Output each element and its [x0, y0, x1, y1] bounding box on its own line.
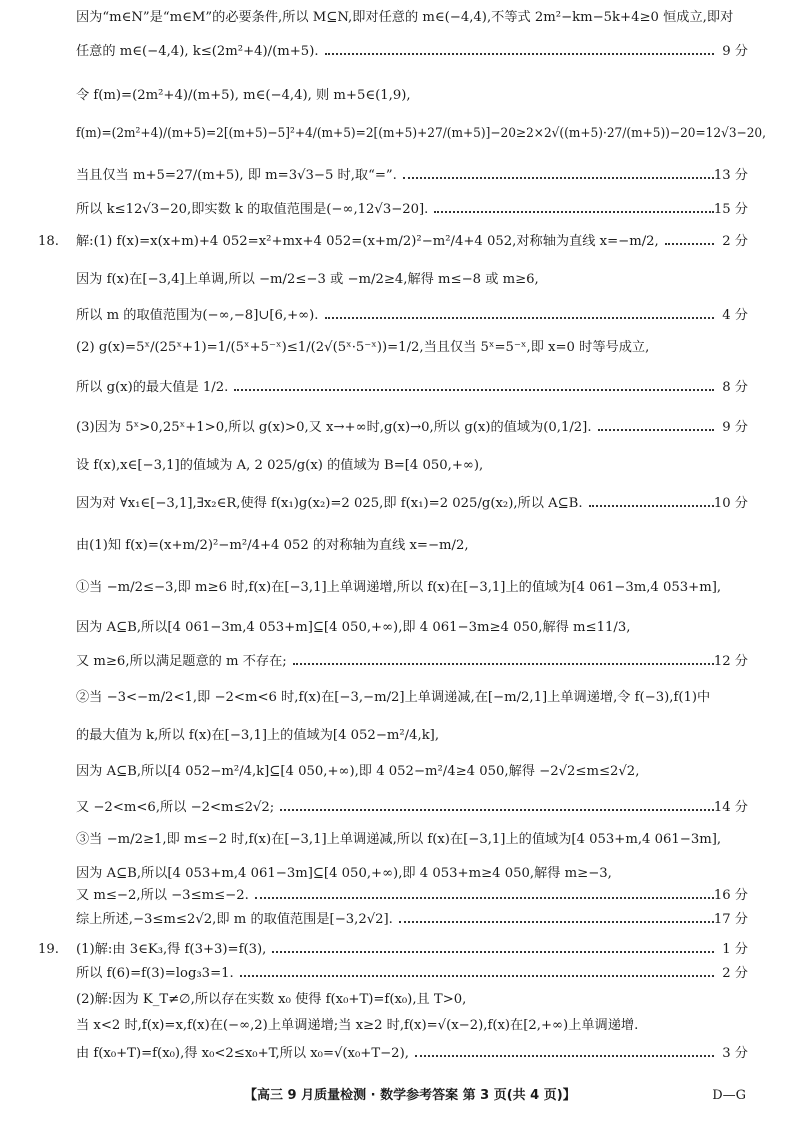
dot-leader: [403, 177, 714, 179]
line-text: f(m)=(2m²+4)/(m+5)=2[(m+5)−5]²+4/(m+5)=2[(m+5)+27/(m+5)]−20≥2×2√((m+5)·27/(m+5))−20=12√3−20,: [76, 126, 766, 141]
line-text: 解:(1) f(x)=x(x+m)+4 052=x²+mx+4 052=(x+m/2)²−m²/4+4 052,对称轴为直线 x=−m/2,: [76, 234, 659, 249]
score-mark: 9 分: [722, 420, 748, 435]
line-text: 因为 f(x)在[−3,4]上单调,所以 −m/2≤−3 或 −m/2≥4,解得 m≤−8 或 m≥6,: [76, 272, 539, 287]
score-mark: 13 分: [713, 168, 748, 183]
line-text: 所以 f(6)=f(3)=log₃3=1.: [76, 966, 234, 981]
line-text: 由 f(x₀+T)=f(x₀),得 x₀<2≤x₀+T,所以 x₀=√(x₀+T−2),: [76, 1046, 409, 1061]
line-text: 综上所述,−3≤m≤2√2,即 m 的取值范围是[−3,2√2].: [76, 912, 393, 927]
line-text: 所以 m 的取值范围为(−∞,−8]∪[6,+∞).: [76, 308, 319, 323]
line-text: 当且仅当 m+5=27/(m+5), 即 m=3√3−5 时,取“=”.: [76, 168, 397, 183]
score-mark: 2 分: [722, 234, 748, 249]
line-text: 设 f(x),x∈[−3,1]的值域为 A, 2 025/g(x) 的值域为 B=[4 050,+∞),: [76, 458, 484, 473]
score-mark: 1 分: [722, 942, 748, 957]
line-text: (1)解:由 3∈K₃,得 f(3+3)=f(3),: [76, 942, 267, 957]
dot-leader: [399, 921, 714, 923]
score-mark: 12 分: [713, 654, 748, 669]
line-text: 任意的 m∈(−4,4), k≤(2m²+4)/(m+5).: [76, 44, 319, 59]
line-text: 所以 k≤12√3−20,即实数 k 的取值范围是(−∞,12√3−20].: [76, 202, 429, 217]
line-text: 因为 A⊆B,所以[4 061−3m,4 053+m]⊆[4 050,+∞),即 4 061−3m≥4 050,解得 m≤11/3,: [76, 620, 631, 635]
dot-leader: [325, 317, 715, 319]
line-text: ③当 −m/2≥1,即 m≤−2 时,f(x)在[−3,1]上单调递减,所以 f(x)在[−3,1]上的值域为[4 053+m,4 061−3m],: [76, 832, 722, 847]
score-mark: 15 分: [713, 202, 748, 217]
line-text: ①当 −m/2≤−3,即 m≥6 时,f(x)在[−3,1]上单调递增,所以 f(x)在[−3,1]上的值域为[4 061−3m,4 053+m],: [76, 580, 722, 595]
score-mark: 3 分: [722, 1046, 748, 1061]
footer-code: D—G: [712, 1088, 746, 1103]
line-text: (2) g(x)=5ˣ/(25ˣ+1)=1/(5ˣ+5⁻ˣ)≤1/(2√(5ˣ·5⁻ˣ))=1/2,当且仅当 5ˣ=5⁻ˣ,即 x=0 时等号成立,: [76, 340, 650, 355]
line-text: 由(1)知 f(x)=(x+m/2)²−m²/4+4 052 的对称轴为直线 x=−m/2,: [76, 538, 469, 553]
dot-leader: [280, 809, 714, 811]
line-text: 令 f(m)=(2m²+4)/(m+5), m∈(−4,4), 则 m+5∈(1,9),: [76, 88, 411, 103]
dot-leader: [434, 211, 714, 213]
line-text: 当 x<2 时,f(x)=x,f(x)在(−∞,2)上单调递增;当 x≥2 时,f(x)=√(x−2),f(x)在[2,+∞)上单调递增.: [76, 1018, 639, 1033]
dot-leader: [665, 243, 714, 245]
score-mark: 8 分: [722, 380, 748, 395]
line-text: 的最大值为 k,所以 f(x)在[−3,1]上的值域为[4 052−m²/4,k],: [76, 728, 440, 743]
line-text: 因为“m∈N”是“m∈M”的必要条件,所以 M⊆N,即对任意的 m∈(−4,4),不等式 2m²−km−5k+4≥0 恒成立,即对: [76, 10, 734, 25]
dot-leader: [240, 975, 714, 977]
score-mark: 16 分: [713, 888, 748, 903]
question-number: 18.: [38, 234, 59, 249]
line-text: ②当 −3<−m/2<1,即 −2<m<6 时,f(x)在[−3,−m/2]上单调递减,在[−m/2,1]上单调递增,令 f(−3),f(1)中: [76, 690, 711, 705]
question-number: 19.: [38, 942, 59, 957]
dot-leader: [272, 951, 714, 953]
score-mark: 9 分: [722, 44, 748, 59]
line-text: 又 m≤−2,所以 −3≤m≤−2.: [76, 888, 249, 903]
score-mark: 17 分: [713, 912, 748, 927]
score-mark: 14 分: [713, 800, 748, 815]
line-text: 因为 A⊆B,所以[4 052−m²/4,k]⊆[4 050,+∞),即 4 052−m²/4≥4 050,解得 −2√2≤m≤2√2,: [76, 764, 640, 779]
line-text: (2)解:因为 K_T≠∅,所以存在实数 x₀ 使得 f(x₀+T)=f(x₀),且 T>0,: [76, 992, 467, 1007]
dot-leader: [293, 663, 714, 665]
line-text: 又 −2<m<6,所以 −2<m≤2√2;: [76, 800, 275, 815]
line-text: 所以 g(x)的最大值是 1/2.: [76, 380, 229, 395]
line-text: 因为对 ∀x₁∈[−3,1],∃x₂∈R,使得 f(x₁)g(x₂)=2 025,即 f(x₁)=2 025/g(x₂),所以 A⊆B.: [76, 496, 583, 511]
score-mark: 2 分: [722, 966, 748, 981]
footer-title: 【高三 9 月质量检测 · 数学参考答案 第 3 页(共 4 页)】: [244, 1088, 576, 1103]
dot-leader: [598, 429, 714, 431]
dot-leader: [255, 897, 714, 899]
score-mark: 10 分: [713, 496, 748, 511]
dot-leader: [234, 389, 714, 391]
dot-leader: [415, 1055, 714, 1057]
line-text: (3)因为 5ˣ>0,25ˣ+1>0,所以 g(x)>0,又 x→+∞时,g(x)→0,所以 g(x)的值域为(0,1/2].: [76, 420, 592, 435]
dot-leader: [589, 505, 714, 507]
dot-leader: [325, 53, 714, 55]
score-mark: 4 分: [722, 308, 748, 323]
line-text: 因为 A⊆B,所以[4 053+m,4 061−3m]⊆[4 050,+∞),即 4 053+m≥4 050,解得 m≥−3,: [76, 866, 612, 881]
line-text: 又 m≥6,所以满足题意的 m 不存在;: [76, 654, 287, 669]
